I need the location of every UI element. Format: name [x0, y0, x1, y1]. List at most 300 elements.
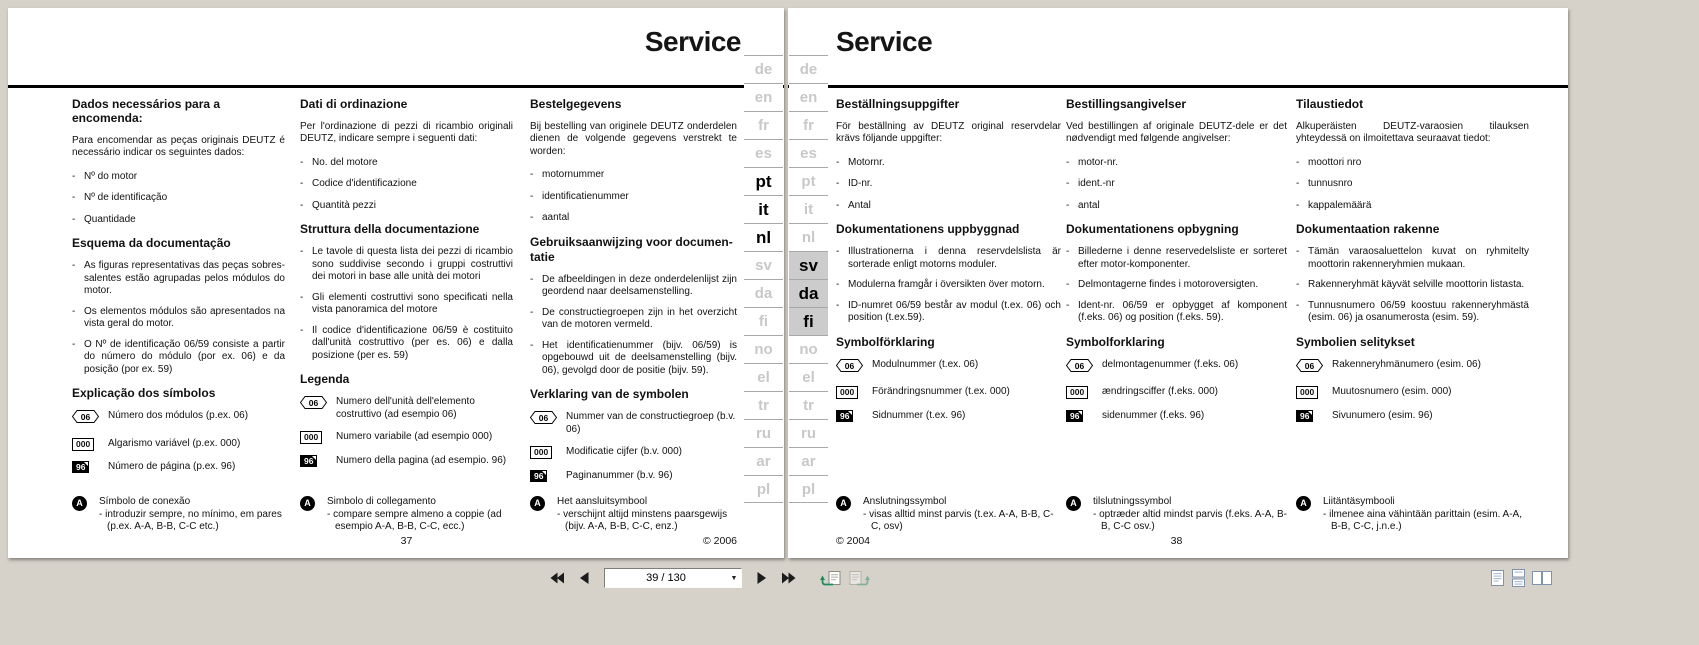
- list-item: [1066, 246, 1287, 271]
- first-page-button[interactable]: [544, 566, 570, 590]
- symbol-description: Número de página (p.ex. 96): [108, 461, 236, 473]
- language-tab-da: da: [789, 279, 828, 307]
- list-item: [1066, 279, 1287, 292]
- variable-number-badge: 000: [1296, 386, 1318, 399]
- module-number-badge-icon: [72, 410, 99, 423]
- required-data-list: [836, 157, 1061, 213]
- badge-cell: [72, 410, 108, 428]
- bullet-marker: -: [836, 279, 840, 291]
- language-tab-fi: fi: [789, 307, 828, 335]
- symbols-section-title: Symbolien selitykset: [1296, 334, 1415, 349]
- facing-pages-layout-button[interactable]: [1532, 569, 1552, 589]
- list-item: [300, 157, 513, 170]
- language-tab-nl: nl: [744, 223, 783, 251]
- list-item: [1296, 157, 1529, 170]
- list-item: [72, 306, 285, 331]
- list-item-text: ID-numret 06/59 består av modul (t.ex. 06) och position (t.ex.59).: [848, 299, 1061, 324]
- symbol-legend-row: [72, 438, 285, 452]
- connection-symbol-block: [1066, 496, 1287, 534]
- symbol-description: Sidnummer (t.ex. 96): [872, 409, 966, 421]
- copyright-notice: © 2006: [702, 535, 737, 547]
- symbol-description: Algarismo variável (p.ex. 000): [108, 437, 241, 449]
- documentation-list: [1296, 246, 1529, 325]
- list-item-text: Gli elementi costruttivi sono specificati nella vista panoramica del motore: [312, 291, 513, 316]
- list-item: [1296, 300, 1529, 325]
- module-number-badge-text: 06: [308, 398, 319, 409]
- language-tab-ru: ru: [789, 419, 828, 447]
- next-page-icon: [753, 570, 769, 586]
- symbol-legend-row: [1296, 386, 1529, 400]
- bullet-marker: -: [1296, 156, 1300, 168]
- documentation-section-title: Dokumentationens uppbyggnad: [836, 222, 1020, 237]
- list-item: [1296, 246, 1529, 271]
- language-tab-no: no: [744, 335, 783, 363]
- page-number-badge: 96: [72, 461, 89, 473]
- intro-paragraph: Per l'ordinazione di pezzi di ricambio originali DEUTZ, indicare sempre i seguenti dati:: [300, 120, 513, 145]
- connection-text: [327, 496, 513, 534]
- language-tab-sv: sv: [744, 251, 783, 279]
- connection-a-icon: A: [300, 496, 315, 511]
- language-tab-it: it: [744, 195, 783, 223]
- list-item-text: Illustrationerna i denna reservdelslista är sorterade enligt motorns moduler.: [848, 246, 1061, 270]
- module-number-badge-text: 06: [538, 413, 549, 424]
- language-tab-pt: pt: [789, 167, 828, 195]
- page-number-value[interactable]: 39 / 130: [646, 572, 686, 584]
- list-item-text: ident.-nr: [1078, 178, 1115, 190]
- bullet-marker: -: [72, 213, 76, 225]
- bullet-marker: -: [300, 178, 304, 190]
- list-item: [530, 169, 737, 182]
- list-item: [1296, 178, 1529, 191]
- language-tab-en: en: [789, 83, 828, 111]
- bullet-marker: -: [300, 291, 304, 303]
- list-item-text: Motornr.: [848, 156, 885, 168]
- list-item: [72, 260, 285, 298]
- previous-view-button[interactable]: [818, 566, 844, 590]
- connection-note: - visas alltid minst parvis (t.ex. A-A, B-B, C-C, osv): [863, 508, 1054, 532]
- list-item-text: Quantità pezzi: [312, 199, 376, 211]
- symbol-description: Numero variabile (ad esempio 000): [336, 431, 493, 443]
- list-item-text: Codice d'identificazione: [312, 178, 417, 190]
- header-rule: [788, 85, 1568, 88]
- symbol-legend-row: [1296, 410, 1529, 424]
- bullet-marker: -: [72, 305, 76, 317]
- badge-cell: [1066, 410, 1102, 424]
- pdf-page-37: [8, 8, 784, 558]
- badge-cell: [530, 446, 566, 460]
- single-page-layout-icon: [1490, 569, 1505, 587]
- pdf-page-38: [788, 8, 1568, 558]
- bullet-marker: -: [72, 192, 76, 204]
- symbol-description: sidenummer (f.eks. 96): [1102, 409, 1205, 421]
- connection-label: tilslutningssymbol: [1093, 496, 1172, 507]
- language-tab-tr: tr: [744, 391, 783, 419]
- documentation-list: [1066, 246, 1287, 325]
- symbol-description: Förändringsnummer (t.ex. 000): [872, 386, 1010, 398]
- language-tab-en: en: [744, 83, 783, 111]
- symbol-legend: [300, 396, 513, 468]
- badge-cell: [300, 431, 336, 445]
- connection-text: [1323, 496, 1529, 534]
- symbols-section-title: Explicação dos símbolos: [72, 386, 216, 401]
- symbol-legend-row: [72, 461, 285, 475]
- list-item-text: identificatienummer: [542, 190, 629, 202]
- variable-number-badge: 000: [72, 438, 94, 451]
- documentation-section-title: Dokumentaation rakenne: [1296, 222, 1440, 237]
- variable-number-badge: 000: [1066, 386, 1088, 399]
- bullet-marker: -: [530, 339, 534, 351]
- bullet-marker: -: [530, 212, 534, 224]
- connection-a-icon: A: [72, 496, 87, 511]
- variable-number-badge: 000: [530, 446, 552, 459]
- symbol-legend-row: [836, 410, 1061, 424]
- connection-label: Símbolo de conexão: [99, 496, 191, 507]
- list-item-text: Tämän varaosaluettelon kuvat on ryhmitelty moottorin rakenneryhmien mukaan.: [1308, 246, 1529, 270]
- symbol-legend-row: [1066, 359, 1287, 377]
- module-number-badge-text: 06: [844, 360, 855, 371]
- bullet-marker: -: [300, 199, 304, 211]
- language-tab-no: no: [789, 335, 828, 363]
- symbol-legend: [530, 411, 737, 483]
- connection-label: Het aansluitsymbool: [557, 496, 648, 507]
- intro-paragraph: Alkuperäisten DEUTZ-varaosien tilauksen yhteydessä on ilmoitettava seuraavat tiedot:: [1296, 120, 1529, 145]
- list-item-text: Os elementos módulos são apresentados na vista geral do motor.: [84, 305, 285, 330]
- language-tab-fi: fi: [744, 307, 783, 335]
- list-item-text: Le tavole di questa lista dei pezzi di ricambio sono suddivise secondo i gruppi costruttivi dei motori in base alle unità dei motori: [312, 246, 513, 283]
- bullet-marker: -: [530, 190, 534, 202]
- symbol-legend: [1296, 359, 1529, 424]
- bullet-marker: -: [300, 156, 304, 168]
- bullet-marker: -: [72, 170, 76, 182]
- continuous-layout-button[interactable]: [1511, 569, 1526, 589]
- list-item: [300, 178, 513, 191]
- previous-page-button[interactable]: [572, 566, 598, 590]
- list-item-text: Rakenneryhmät käyvät selville moottorin listasta.: [1308, 279, 1525, 291]
- symbol-description: Modulnummer (t.ex. 06): [872, 358, 979, 370]
- connection-note: - optræder altid mindst parvis (f.eks. A-A, B-B, C-C osv.): [1093, 508, 1287, 532]
- bullet-marker: -: [530, 169, 534, 181]
- page-title: Service: [836, 26, 933, 57]
- connection-symbol-block: [1296, 496, 1529, 534]
- list-item: [836, 200, 1061, 213]
- module-number-badge-icon: [300, 396, 327, 409]
- badge-cell: [530, 411, 566, 429]
- list-item-text: Modulerna framgår i översikten över motorn.: [848, 279, 1045, 291]
- bullet-marker: -: [836, 199, 840, 211]
- list-item-text: De constructiegroepen zijn in het overzicht van de motoren vermeld.: [542, 306, 737, 331]
- single-page-layout-button[interactable]: [1490, 569, 1505, 589]
- column-italian: [300, 98, 513, 550]
- language-tab-pl: pl: [789, 475, 828, 503]
- symbol-description: ændringsciffer (f.eks. 000): [1102, 386, 1218, 398]
- list-item: [1066, 178, 1287, 191]
- language-tab-it: it: [789, 195, 828, 223]
- chevron-down-icon[interactable]: ▼: [730, 574, 738, 582]
- continuous-layout-icon: [1511, 569, 1526, 587]
- next-page-button[interactable]: [748, 566, 774, 590]
- bullet-marker: -: [72, 260, 76, 272]
- symbol-description: Muutosnumero (esim. 000): [1332, 386, 1452, 398]
- column-title: Tilaustiedot: [1296, 97, 1364, 111]
- list-item: [1066, 200, 1287, 213]
- badge-cell: [1296, 386, 1332, 400]
- badge-cell: [1066, 386, 1102, 400]
- badge-cell: [72, 438, 108, 452]
- badge-cell: [836, 410, 872, 424]
- connection-label: Liitäntäsymbooli: [1323, 496, 1395, 507]
- column-portuguese: [72, 98, 285, 550]
- list-item-text: antal: [1078, 199, 1100, 211]
- module-number-badge-icon: [530, 411, 557, 424]
- list-item-text: No. del motore: [312, 156, 378, 168]
- list-item-text: O Nº de identificação 06/59 consiste a partir do número do módulo (por ex. 06) e da posição (por ex. 59): [84, 338, 285, 375]
- symbol-description: Numero dell'unità dell'elemento costruttivo (ad esempio 06): [336, 396, 475, 420]
- list-item: [530, 274, 737, 299]
- bullet-marker: -: [1066, 156, 1070, 168]
- module-number-badge-icon: [1296, 359, 1323, 372]
- list-item-text: De afbeeldingen in deze onderdelenlijst zijn geordend naar deelsamenstelling.: [542, 273, 737, 298]
- list-item-text: tunnusnro: [1308, 178, 1353, 190]
- copyright-notice: © 2004: [836, 535, 871, 547]
- facing-pages-layout-icon: [1532, 569, 1552, 587]
- list-item: [836, 300, 1061, 325]
- bullet-marker: -: [836, 299, 840, 311]
- header-rule: [8, 85, 784, 88]
- symbol-legend-row: [836, 386, 1061, 400]
- badge-cell: [300, 455, 336, 469]
- language-tab-de: de: [789, 55, 828, 83]
- bullet-marker: -: [300, 324, 304, 336]
- symbol-legend-row: [300, 396, 513, 421]
- language-tab-ar: ar: [744, 447, 783, 475]
- language-tab-ar: ar: [789, 447, 828, 475]
- connection-text: [863, 496, 1061, 534]
- connection-text: [99, 496, 285, 534]
- module-number-badge-text: 06: [80, 412, 91, 423]
- list-item-text: Billederne i denne reservedelsliste er sorteret efter motor-komponenter.: [1078, 246, 1287, 270]
- connection-note: - ilmenee aina vähintään parittain (esim. A-A, B-B, C-C, j.n.e.): [1323, 508, 1522, 532]
- symbol-description: delmontagenummer (f.eks. 06): [1102, 358, 1239, 370]
- list-item-text: Il codice d'identificazione 06/59 è costituito dall'unità costruttivo (per es. 06) e dalla posizione (per es. 59): [312, 324, 513, 361]
- bullet-marker: -: [836, 246, 840, 258]
- documentation-section-title: Struttura della documentazione: [300, 222, 480, 237]
- required-data-list: [1296, 157, 1529, 213]
- list-item-text: Antal: [848, 199, 871, 211]
- connection-symbol-block: [72, 496, 285, 534]
- last-page-button[interactable]: [776, 566, 802, 590]
- list-item-text: Ident-nr. 06/59 er opbygget af komponent (f.eks. 06) og position (f.eks. 59).: [1078, 299, 1287, 324]
- connection-symbol-block: [300, 496, 513, 534]
- list-item-text: kappalemäärä: [1308, 199, 1372, 211]
- documentation-section-title: Esquema da documentação: [72, 236, 231, 251]
- symbol-description: Sivunumero (esim. 96): [1332, 409, 1433, 421]
- list-item: [1066, 157, 1287, 170]
- symbol-description: Rakenneryhmänumero (esim. 06): [1332, 358, 1481, 370]
- language-tab-da: da: [744, 279, 783, 307]
- page-number: 37: [400, 535, 413, 547]
- language-tab-es: es: [789, 139, 828, 167]
- language-tab-nl: nl: [789, 223, 828, 251]
- list-item-text: motor-nr.: [1078, 156, 1119, 168]
- language-tab-sv: sv: [789, 251, 828, 279]
- connection-a-icon: A: [1296, 496, 1311, 511]
- required-data-list: [300, 157, 513, 213]
- list-item-text: Nº do motor: [84, 170, 138, 182]
- page-layout-controls: [1490, 569, 1552, 589]
- module-number-badge-text: 06: [1304, 360, 1315, 371]
- symbol-legend-row: [1066, 410, 1287, 424]
- previous-page-icon: [577, 570, 593, 586]
- page-number-badge: 96: [1066, 410, 1083, 422]
- column-title: Bestelgegevens: [530, 97, 622, 111]
- connection-a-icon: A: [836, 496, 851, 511]
- module-number-badge-text: 06: [1074, 360, 1085, 371]
- list-item: [836, 246, 1061, 271]
- symbol-legend-row: [530, 411, 737, 436]
- connection-a-icon: A: [530, 496, 545, 511]
- bullet-marker: -: [1296, 279, 1300, 291]
- list-item-text: moottori nro: [1308, 156, 1362, 168]
- symbols-section-title: Legenda: [300, 372, 350, 387]
- list-item: [72, 192, 285, 205]
- badge-cell: [836, 386, 872, 400]
- documentation-list: [72, 260, 285, 376]
- symbol-legend-row: [836, 359, 1061, 377]
- symbol-legend: [836, 359, 1061, 424]
- required-data-list: [1066, 157, 1287, 213]
- symbol-legend-row: [530, 446, 737, 460]
- page-number-badge: 96: [1296, 410, 1313, 422]
- page-number-badge: 96: [836, 410, 853, 422]
- list-item: [300, 292, 513, 317]
- list-item-text: Het identificatienummer (bijv. 06/59) is opgebouwd uit de deelsamenstelling (bijv. 06), gevolgd door de positie (bijv. 59).: [542, 339, 737, 376]
- next-view-button[interactable]: [846, 566, 872, 590]
- column-title: Bestillingsangivelser: [1066, 97, 1187, 111]
- list-item: [836, 279, 1061, 292]
- connection-symbol-block: [836, 496, 1061, 534]
- badge-cell: [300, 396, 336, 414]
- list-item: [72, 214, 285, 227]
- badge-cell: [1066, 359, 1102, 377]
- symbol-description: Numero della pagina (ad esempio. 96): [336, 454, 507, 466]
- list-item-text: Nº de identificação: [84, 192, 168, 204]
- connection-text: [557, 496, 737, 534]
- page-title: Service: [644, 26, 741, 57]
- list-item-text: ID-nr.: [848, 178, 873, 190]
- language-tab-strip-left: [744, 55, 783, 503]
- bullet-marker: -: [1296, 178, 1300, 190]
- bullet-marker: -: [836, 156, 840, 168]
- symbol-legend-row: [300, 455, 513, 469]
- symbol-description: Paginanummer (b.v. 96): [566, 469, 673, 481]
- list-item: [72, 171, 285, 184]
- documentation-section-title: Dokumentationens opbygning: [1066, 222, 1239, 237]
- language-tab-el: el: [789, 363, 828, 391]
- bullet-marker: -: [1066, 279, 1070, 291]
- connection-note: - verschijnt altijd minstens paarsgewijs (bijv. A-A, B-B, C-C, enz.): [557, 508, 728, 532]
- connection-text: [1093, 496, 1287, 534]
- list-item-text: As figuras representativas das peças sobres-salentes estão agrupadas pelos módulos do motor.: [84, 260, 285, 297]
- page-number-badge: 96: [300, 455, 317, 467]
- symbol-legend-row: [1296, 359, 1529, 377]
- list-item: [300, 325, 513, 363]
- pdf-navigation-toolbar: [544, 566, 872, 590]
- page-number-badge: 96: [530, 470, 547, 482]
- bullet-marker: -: [530, 306, 534, 318]
- connection-label: Anslutningssymbol: [863, 496, 947, 507]
- symbol-legend-row: [530, 470, 737, 484]
- connection-note: - introduzir sempre, no mínimo, em pares (p.ex. A-A, B-B, C-C etc.): [99, 508, 282, 532]
- list-item: [836, 157, 1061, 170]
- intro-paragraph: Para encomendar as peças originais DEUTZ é necessário indicar os seguintes dados:: [72, 134, 285, 159]
- list-item-text: Quantidade: [84, 213, 136, 225]
- column-finnish: [1296, 98, 1529, 550]
- bullet-marker: -: [836, 178, 840, 190]
- symbol-description: Número dos módulos (p.ex. 06): [108, 410, 249, 422]
- bullet-marker: -: [1296, 246, 1300, 258]
- last-page-icon: [780, 570, 798, 586]
- bullet-marker: -: [1066, 246, 1070, 258]
- column-title: Beställningsuppgifter: [836, 97, 960, 111]
- badge-cell: [72, 461, 108, 475]
- symbols-section-title: Symbolforklaring: [1066, 334, 1165, 349]
- symbol-legend: [1066, 359, 1287, 424]
- symbols-section-title: Symbolförklaring: [836, 334, 935, 349]
- badge-cell: [1296, 410, 1332, 424]
- connection-label: Simbolo di collegamento: [327, 496, 436, 507]
- connection-note: - compare sempre almeno a coppie (ad esempio A-A, B-B, C-C, ecc.): [327, 508, 502, 532]
- column-danish: [1066, 98, 1287, 550]
- connection-symbol-block: [530, 496, 737, 534]
- module-number-badge-icon: [836, 359, 863, 372]
- next-view-icon: [848, 570, 870, 587]
- bullet-marker: -: [1066, 178, 1070, 190]
- documentation-list: [530, 274, 737, 378]
- symbol-legend-row: [1066, 386, 1287, 400]
- list-item: [1296, 279, 1529, 292]
- documentation-list: [836, 246, 1061, 325]
- list-item: [530, 340, 737, 378]
- column-title: Dados necessários para a encomenda:: [72, 97, 221, 125]
- symbol-legend-row: [300, 431, 513, 445]
- language-tab-strip-right: [789, 55, 828, 503]
- badge-cell: [1296, 359, 1332, 377]
- language-tab-pt: pt: [744, 167, 783, 195]
- language-tab-fr: fr: [789, 111, 828, 139]
- list-item-text: motornummer: [542, 169, 605, 181]
- intro-paragraph: Ved bestillingen af originale DEUTZ-dele er det nødvendigt med følgende angivelser:: [1066, 120, 1287, 145]
- previous-view-icon: [820, 570, 842, 587]
- symbol-description: Nummer van de constructiegroep (b.v. 06): [566, 411, 736, 435]
- column-dutch: [530, 98, 737, 550]
- list-item: [530, 191, 737, 204]
- badge-cell: [530, 470, 566, 484]
- bullet-marker: -: [1296, 299, 1300, 311]
- bullet-marker: -: [72, 338, 76, 350]
- required-data-list: [72, 171, 285, 227]
- list-item: [530, 212, 737, 225]
- bullet-marker: -: [1066, 299, 1070, 311]
- list-item-text: Tunnusnumero 06/59 koostuu rakenneryhmästä (esim. 06) ja osanumerosta (esim. 59).: [1308, 299, 1529, 324]
- list-item-text: aantal: [542, 212, 570, 224]
- page-number-combobox[interactable]: [604, 568, 742, 588]
- list-item: [300, 200, 513, 213]
- list-item: [1296, 200, 1529, 213]
- intro-paragraph: För beställning av DEUTZ original reservdelar krävs följande uppgifter:: [836, 120, 1061, 145]
- list-item-text: Delmontagerne findes i motoroversigten.: [1078, 279, 1259, 291]
- language-tab-ru: ru: [744, 419, 783, 447]
- column-swedish: [836, 98, 1061, 550]
